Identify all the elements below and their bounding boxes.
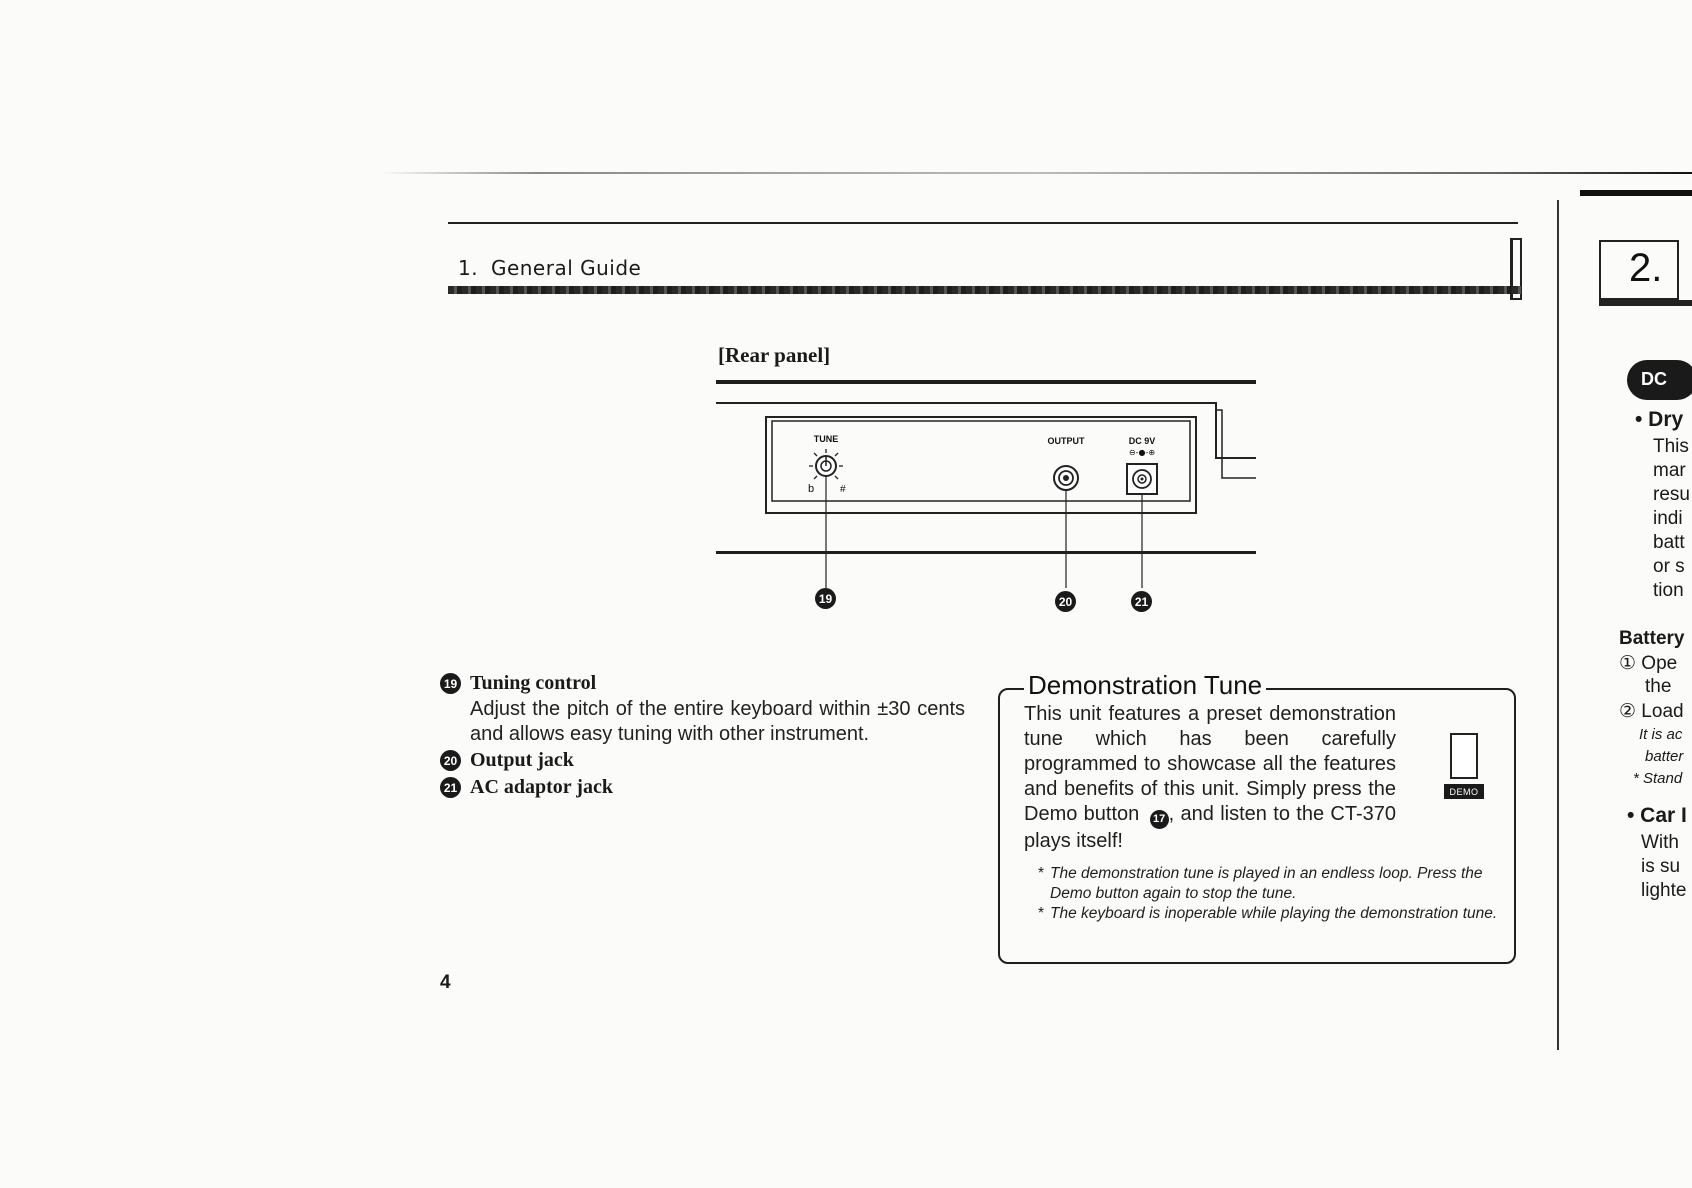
tune-label: TUNE <box>813 434 839 444</box>
description-number: 21 <box>440 777 461 798</box>
next-page-line: Battery <box>1619 628 1685 649</box>
next-page-line: It is ac <box>1639 726 1683 743</box>
callout-19: 19 <box>815 588 836 609</box>
rear-panel-diagram <box>716 400 1276 620</box>
description-body: Adjust the pitch of the entire keyboard within ±30 cents and allows easy tuning with other instrument. <box>470 698 965 745</box>
dc-label: DC 9V <box>1128 436 1156 446</box>
flat-symbol: b <box>808 483 815 495</box>
description-item <box>440 774 960 801</box>
callout-21: 21 <box>1131 591 1152 612</box>
description-title: AC adaptor jack <box>470 776 613 798</box>
next-page-line: or s <box>1653 556 1685 577</box>
badge-label: DC <box>1641 369 1667 389</box>
description-item <box>440 670 960 697</box>
description-title: Output jack <box>470 749 574 771</box>
next-page-line: batter <box>1645 748 1684 765</box>
next-page-line: • Car I <box>1627 804 1687 827</box>
dc-jack-icon <box>1127 464 1157 494</box>
rear-panel-descriptions <box>440 670 965 801</box>
description-item <box>440 747 960 774</box>
next-page-line: * Stand <box>1633 770 1683 787</box>
chapter-title: General Guide <box>490 256 642 280</box>
next-page-line: batt <box>1653 532 1685 553</box>
demonstration-body <box>1024 702 1396 854</box>
next-page-line: ② Load <box>1619 701 1684 722</box>
chapter-number: 1. <box>458 256 479 280</box>
note-text: The demonstration tune is played in an endless loop. Press the Demo button again to stop the tune. <box>1050 865 1483 902</box>
next-page-line: indi <box>1653 508 1683 529</box>
next-page-fragment <box>1557 200 1692 1188</box>
next-page-badge <box>1627 360 1692 400</box>
next-page-line: is su <box>1641 856 1681 877</box>
output-label: OUTPUT <box>1047 436 1085 446</box>
page-number: 4 <box>440 972 451 993</box>
description-title: Tuning control <box>470 672 597 694</box>
description-number: 19 <box>440 673 461 694</box>
cabinet-outline <box>716 403 1256 458</box>
demo-button-label: DEMO <box>1444 784 1484 799</box>
next-chapter-bar <box>1599 300 1692 306</box>
demonstration-notes <box>1038 864 1498 924</box>
demo-button-icon <box>1450 733 1478 779</box>
next-page-line: tion <box>1653 580 1684 601</box>
header-top-rule <box>448 222 1518 224</box>
next-page-line: the <box>1645 676 1672 697</box>
callout-20: 20 <box>1055 591 1076 612</box>
figure-top-rule <box>716 380 1256 384</box>
note-text: The keyboard is inoperable while playing the demonstration tune. <box>1050 905 1498 922</box>
chapter-header <box>458 256 641 280</box>
cabinet-step <box>1216 410 1256 478</box>
demo-button-reference: 17 <box>1150 810 1169 829</box>
description-number: 20 <box>440 750 461 771</box>
sharp-symbol: # <box>840 484 846 495</box>
demonstration-note: * The demonstration tune is played in an endless loop. Press the Demo button again to stop the tune. <box>1038 864 1498 904</box>
next-page-line: This <box>1653 436 1689 457</box>
dc-polarity-icon: ⊖-●-⊕ <box>1128 448 1156 457</box>
output-jack-icon <box>1054 466 1078 490</box>
page-gutter <box>1557 200 1559 1050</box>
scan-streak-edge <box>1580 190 1692 196</box>
next-page-line: • Dry <box>1635 408 1684 431</box>
tune-knob-icon <box>809 449 843 479</box>
next-page-line: With <box>1641 832 1679 853</box>
demonstration-text-end: , and listen to the CT-370 plays itself! <box>1024 803 1397 852</box>
header-bar <box>448 286 1522 294</box>
next-page-line: resu <box>1653 484 1690 505</box>
demonstration-note: * The keyboard is inoperable while playing the demonstration tune. <box>1038 905 1498 922</box>
next-page-line: mar <box>1653 460 1686 481</box>
scan-streak <box>380 172 1692 174</box>
next-chapter-number: 2. <box>1629 246 1663 290</box>
next-page-line: ① Ope <box>1619 653 1678 674</box>
next-page-line: lighte <box>1641 880 1687 901</box>
rear-panel-label: [Rear panel] <box>718 343 831 367</box>
demonstration-title: Demonstration Tune <box>1024 670 1266 701</box>
demonstration-text: This unit features a preset demonstration tune which has been carefully programmed to showcase all the features and benefits of this unit. Simply press the Demo button <box>1024 703 1396 825</box>
